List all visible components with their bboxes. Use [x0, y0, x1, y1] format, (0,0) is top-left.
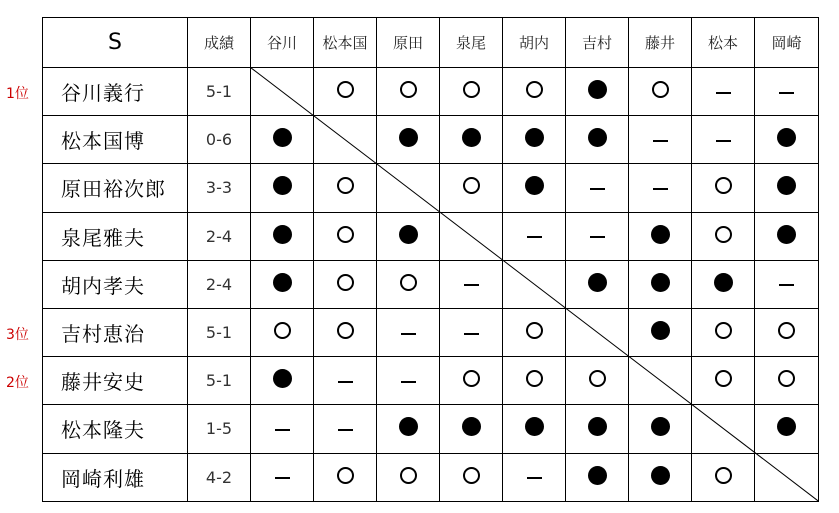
- opponent-header: 岡崎: [755, 18, 819, 68]
- result-cell: [314, 164, 377, 212]
- loss-dot-icon: [462, 128, 481, 147]
- result-cell: [566, 260, 629, 308]
- win-circle-icon: [463, 467, 480, 484]
- result-cell: [503, 164, 566, 212]
- result-cell: [566, 453, 629, 501]
- loss-dot-icon: [777, 176, 796, 195]
- player-row: [43, 260, 819, 308]
- opponent-header: 松本: [692, 18, 755, 68]
- result-cell: [566, 212, 629, 260]
- win-circle-icon: [778, 322, 795, 339]
- result-cell: [314, 357, 377, 405]
- result-cell: [629, 68, 692, 116]
- draw-dash-icon: [527, 477, 542, 479]
- result-cell: [503, 308, 566, 356]
- player-row: [43, 453, 819, 501]
- result-cell: [755, 260, 819, 308]
- result-cell: [377, 260, 440, 308]
- loss-dot-icon: [651, 273, 670, 292]
- result-cell: [566, 164, 629, 212]
- result-cell: [692, 164, 755, 212]
- win-circle-icon: [715, 370, 732, 387]
- result-cell: [440, 308, 503, 356]
- player-score: 4-2: [188, 453, 251, 501]
- player-name: 泉尾雅夫: [43, 212, 188, 260]
- player-row: [43, 357, 819, 405]
- loss-dot-icon: [588, 80, 607, 99]
- result-cell: [692, 212, 755, 260]
- draw-dash-icon: [716, 92, 731, 94]
- results-crosstable: [42, 17, 819, 502]
- result-cell: [440, 164, 503, 212]
- player-row: [43, 308, 819, 356]
- opponent-header: 原田: [377, 18, 440, 68]
- result-cell: [251, 164, 314, 212]
- result-cell: [314, 308, 377, 356]
- player-name: 松本隆夫: [43, 405, 188, 453]
- loss-dot-icon: [651, 321, 670, 340]
- player-score: 5-1: [188, 357, 251, 405]
- result-cell: [503, 453, 566, 501]
- result-cell: [440, 116, 503, 164]
- result-cell: [377, 357, 440, 405]
- win-circle-icon: [337, 274, 354, 291]
- result-cell: [377, 68, 440, 116]
- loss-dot-icon: [777, 417, 796, 436]
- result-cell: [755, 453, 819, 501]
- win-circle-icon: [778, 370, 795, 387]
- result-cell: [251, 212, 314, 260]
- player-score: 5-1: [188, 308, 251, 356]
- result-cell: [377, 116, 440, 164]
- loss-dot-icon: [525, 128, 544, 147]
- result-cell: [251, 260, 314, 308]
- draw-dash-icon: [464, 333, 479, 335]
- result-cell: [755, 357, 819, 405]
- rank-label: 3位: [6, 326, 29, 343]
- draw-dash-icon: [338, 429, 353, 431]
- result-cell: [629, 164, 692, 212]
- win-circle-icon: [337, 226, 354, 243]
- loss-dot-icon: [777, 128, 796, 147]
- corner-label: S: [43, 18, 188, 68]
- result-cell: [314, 405, 377, 453]
- result-cell: [503, 116, 566, 164]
- result-cell: [755, 212, 819, 260]
- loss-dot-icon: [588, 128, 607, 147]
- player-score: 2-4: [188, 212, 251, 260]
- opponent-header: 谷川: [251, 18, 314, 68]
- loss-dot-icon: [273, 273, 292, 292]
- loss-dot-icon: [651, 225, 670, 244]
- loss-dot-icon: [273, 225, 292, 244]
- opponent-header: 胡内: [503, 18, 566, 68]
- loss-dot-icon: [273, 176, 292, 195]
- draw-dash-icon: [716, 140, 731, 142]
- win-circle-icon: [337, 81, 354, 98]
- draw-dash-icon: [779, 284, 794, 286]
- loss-dot-icon: [777, 225, 796, 244]
- player-name: 藤井安史: [43, 357, 188, 405]
- loss-dot-icon: [525, 176, 544, 195]
- player-row: [43, 164, 819, 212]
- result-cell: [692, 260, 755, 308]
- result-cell: [629, 405, 692, 453]
- result-cell: [629, 357, 692, 405]
- loss-dot-icon: [273, 369, 292, 388]
- player-row: [43, 116, 819, 164]
- result-cell: [629, 212, 692, 260]
- player-row: [43, 68, 819, 116]
- player-name: 胡内孝夫: [43, 260, 188, 308]
- result-cell: [314, 260, 377, 308]
- result-cell: [755, 405, 819, 453]
- result-cell: [503, 260, 566, 308]
- player-score: 1-5: [188, 405, 251, 453]
- win-circle-icon: [463, 177, 480, 194]
- rank-label: 2位: [6, 374, 29, 391]
- result-cell: [440, 453, 503, 501]
- draw-dash-icon: [590, 188, 605, 190]
- player-name: 吉村恵治: [43, 308, 188, 356]
- result-cell: [314, 116, 377, 164]
- result-cell: [755, 308, 819, 356]
- player-score: 0-6: [188, 116, 251, 164]
- win-circle-icon: [400, 274, 417, 291]
- player-name: 原田裕次郎: [43, 164, 188, 212]
- result-cell: [629, 116, 692, 164]
- draw-dash-icon: [590, 236, 605, 238]
- win-circle-icon: [337, 177, 354, 194]
- win-circle-icon: [715, 467, 732, 484]
- result-cell: [755, 68, 819, 116]
- loss-dot-icon: [525, 417, 544, 436]
- result-cell: [566, 308, 629, 356]
- result-cell: [251, 308, 314, 356]
- opponent-header: 泉尾: [440, 18, 503, 68]
- rank-label: 1位: [6, 85, 29, 102]
- loss-dot-icon: [588, 417, 607, 436]
- result-cell: [755, 164, 819, 212]
- result-cell: [692, 453, 755, 501]
- draw-dash-icon: [653, 188, 668, 190]
- score-header: 成績: [188, 18, 251, 68]
- result-cell: [377, 405, 440, 453]
- result-cell: [251, 453, 314, 501]
- result-cell: [566, 68, 629, 116]
- result-cell: [629, 453, 692, 501]
- opponent-header: 松本国: [314, 18, 377, 68]
- loss-dot-icon: [399, 225, 418, 244]
- result-cell: [440, 260, 503, 308]
- result-cell: [755, 116, 819, 164]
- result-cell: [314, 453, 377, 501]
- draw-dash-icon: [464, 284, 479, 286]
- win-circle-icon: [715, 226, 732, 243]
- win-circle-icon: [526, 370, 543, 387]
- result-cell: [251, 68, 314, 116]
- result-cell: [440, 357, 503, 405]
- win-circle-icon: [652, 81, 669, 98]
- loss-dot-icon: [399, 417, 418, 436]
- draw-dash-icon: [275, 429, 290, 431]
- result-cell: [692, 308, 755, 356]
- result-cell: [566, 116, 629, 164]
- result-cell: [251, 405, 314, 453]
- draw-dash-icon: [401, 333, 416, 335]
- loss-dot-icon: [714, 273, 733, 292]
- win-circle-icon: [463, 370, 480, 387]
- player-row: [43, 212, 819, 260]
- win-circle-icon: [400, 467, 417, 484]
- win-circle-icon: [715, 322, 732, 339]
- win-circle-icon: [400, 81, 417, 98]
- win-circle-icon: [337, 467, 354, 484]
- draw-dash-icon: [527, 236, 542, 238]
- result-cell: [314, 212, 377, 260]
- loss-dot-icon: [588, 466, 607, 485]
- draw-dash-icon: [338, 381, 353, 383]
- player-name: 松本国博: [43, 116, 188, 164]
- loss-dot-icon: [399, 128, 418, 147]
- result-cell: [251, 116, 314, 164]
- result-cell: [629, 308, 692, 356]
- player-score: 3-3: [188, 164, 251, 212]
- loss-dot-icon: [588, 273, 607, 292]
- result-cell: [692, 68, 755, 116]
- result-cell: [377, 164, 440, 212]
- player-score: 2-4: [188, 260, 251, 308]
- player-name: 岡崎利雄: [43, 453, 188, 501]
- result-cell: [692, 116, 755, 164]
- draw-dash-icon: [779, 92, 794, 94]
- loss-dot-icon: [651, 466, 670, 485]
- result-cell: [629, 260, 692, 308]
- opponent-header: 吉村: [566, 18, 629, 68]
- result-cell: [440, 405, 503, 453]
- result-cell: [314, 68, 377, 116]
- player-name: 谷川義行: [43, 68, 188, 116]
- loss-dot-icon: [273, 128, 292, 147]
- result-cell: [503, 68, 566, 116]
- draw-dash-icon: [653, 140, 668, 142]
- result-cell: [440, 68, 503, 116]
- result-cell: [566, 357, 629, 405]
- result-cell: [566, 405, 629, 453]
- result-cell: [503, 212, 566, 260]
- win-circle-icon: [589, 370, 606, 387]
- win-circle-icon: [463, 81, 480, 98]
- win-circle-icon: [526, 322, 543, 339]
- header-row: [43, 18, 819, 68]
- draw-dash-icon: [275, 477, 290, 479]
- win-circle-icon: [526, 81, 543, 98]
- result-cell: [377, 212, 440, 260]
- win-circle-icon: [337, 322, 354, 339]
- loss-dot-icon: [462, 417, 481, 436]
- loss-dot-icon: [651, 417, 670, 436]
- result-cell: [692, 357, 755, 405]
- result-cell: [503, 405, 566, 453]
- opponent-header: 藤井: [629, 18, 692, 68]
- result-cell: [503, 357, 566, 405]
- result-cell: [440, 212, 503, 260]
- result-cell: [377, 308, 440, 356]
- win-circle-icon: [274, 322, 291, 339]
- draw-dash-icon: [401, 381, 416, 383]
- win-circle-icon: [715, 177, 732, 194]
- result-cell: [692, 405, 755, 453]
- result-cell: [251, 357, 314, 405]
- player-row: [43, 405, 819, 453]
- result-cell: [377, 453, 440, 501]
- player-score: 5-1: [188, 68, 251, 116]
